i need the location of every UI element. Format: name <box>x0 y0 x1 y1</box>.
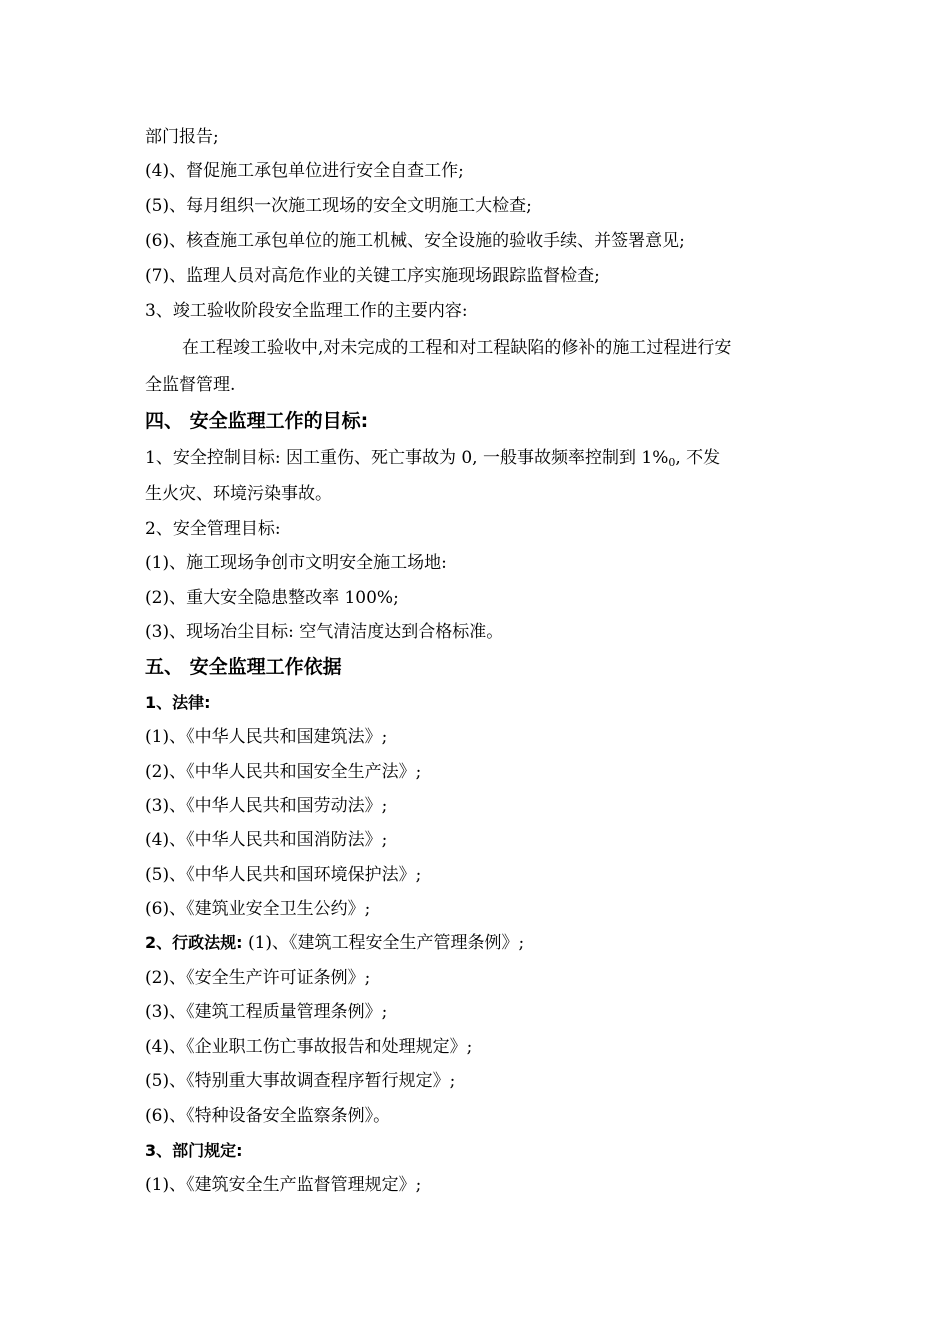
list-item: (1)、《中华人民共和国建筑法》; <box>145 727 388 747</box>
subsection-title: 3、竣工验收阶段安全监理工作的主要内容: <box>145 301 468 321</box>
list-item: (2)、重大安全隐患整改率 100%; <box>145 588 399 608</box>
paragraph-line: 在工程竣工验收中,对未完成的工程和对工程缺陷的修补的施工过程进行安 <box>182 338 732 358</box>
list-item: (7)、监理人员对高危作业的关键工序实施现场跟踪监督检查; <box>145 266 600 286</box>
list-item: (3)、《中华人民共和国劳动法》; <box>145 796 388 816</box>
subsection-title: 2、安全管理目标: <box>145 519 281 539</box>
list-item: (1)、施工现场争创市文明安全施工场地: <box>145 553 447 573</box>
paragraph-line <box>145 932 524 954</box>
paragraph-line: 生火灾、环境污染事故。 <box>145 484 332 504</box>
subsection-title: 2、行政法规: <box>145 933 243 952</box>
list-item: (6)、《特种设备安全监察条例》。 <box>145 1106 391 1126</box>
list-item: (1)、《建筑工程安全生产管理条例》; <box>242 933 525 953</box>
list-item: (5)、《特别重大事故调查程序暂行规定》; <box>145 1071 456 1091</box>
subsection-title: 1、法律: <box>145 693 211 712</box>
section-heading: 五、 安全监理工作依据 <box>145 656 342 678</box>
paragraph-line <box>145 447 720 474</box>
list-item: (6)、核查施工承包单位的施工机械、安全设施的验收手续、并签署意见; <box>145 231 685 251</box>
subscript-text: 0 <box>668 456 676 469</box>
list-item: (3)、现场冶尘目标: 空气清洁度达到合格标准。 <box>145 622 504 642</box>
list-item: (4)、《企业职工伤亡事故报告和处理规定》; <box>145 1037 473 1057</box>
list-item: (6)、《建筑业安全卫生公约》; <box>145 899 371 919</box>
list-item: (1)、《建筑安全生产监督管理规定》; <box>145 1175 422 1195</box>
section-heading: 四、 安全监理工作的目标: <box>145 410 369 432</box>
list-item: (5)、每月组织一次施工现场的安全文明施工大检查; <box>145 196 532 216</box>
list-item: (5)、《中华人民共和国环境保护法》; <box>145 865 422 885</box>
text-line: 部门报告; <box>145 127 219 147</box>
subsection-title: 3、部门规定: <box>145 1141 243 1160</box>
list-item: (4)、督促施工承包单位进行安全自查工作; <box>145 161 464 181</box>
list-item: (4)、《中华人民共和国消防法》; <box>145 830 388 850</box>
text-run: , 不发 <box>675 448 721 468</box>
list-item: (2)、《安全生产许可证条例》; <box>145 968 371 988</box>
list-item: (3)、《建筑工程质量管理条例》; <box>145 1002 388 1022</box>
paragraph-line: 全监督管理. <box>145 375 236 395</box>
list-item: (2)、《中华人民共和国安全生产法》; <box>145 762 422 782</box>
text-run: 1、安全控制目标: 因工重伤、死亡事故为 0, 一般事故频率控制到 1% <box>145 448 669 468</box>
